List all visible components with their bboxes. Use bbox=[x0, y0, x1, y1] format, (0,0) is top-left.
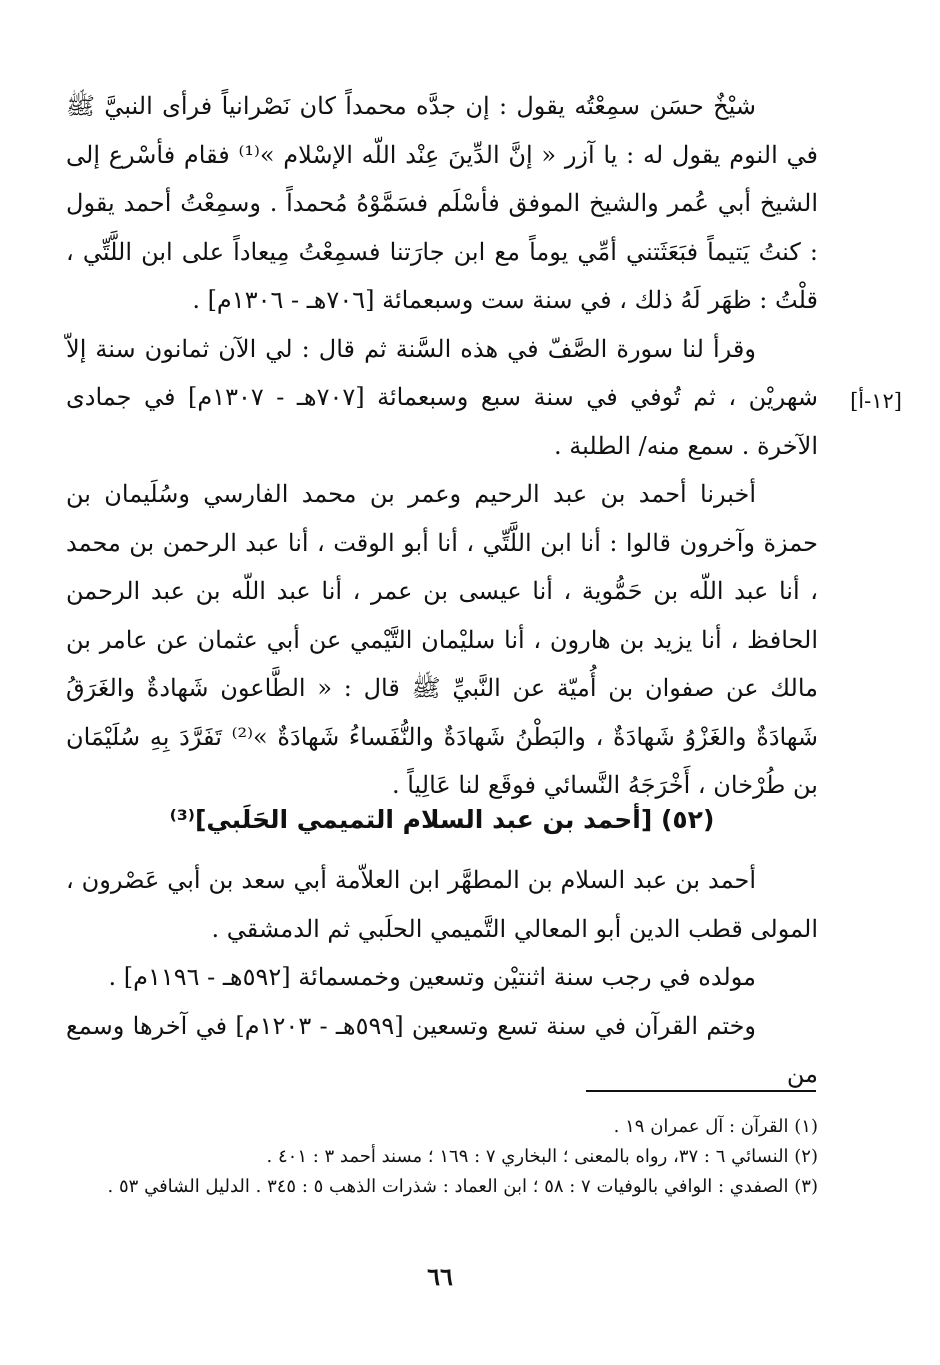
page-number: ٦٦ bbox=[427, 1262, 453, 1291]
paragraph: أحمد بن عبد السلام بن المطهَّر ابن العلاّمة أبي سعد بن أبي عَصْرون ، المولى قطب الدين أبو المعالي التَّميمي الحلَبي ثم الدمشقي . bbox=[66, 866, 818, 943]
footnote: (٢) النسائي ٦ : ٣٧، رواه بالمعنى ؛ البخاري ٧ : ١٦٩ ؛ مسند أحمد ٣ : ٤٠١ . bbox=[266, 1146, 818, 1167]
entry-heading: (٥٢) [أحمد بن عبد السلام التميمي الحَلَبي]⁽³⁾ bbox=[169, 805, 715, 834]
margin-folio-note: [١٢-أ] bbox=[850, 389, 902, 413]
footnotes bbox=[66, 1112, 818, 1202]
main-text-bottom bbox=[66, 856, 818, 1099]
footnote: (١) القرآن : آل عمران ١٩ . bbox=[613, 1116, 818, 1137]
main-text-top bbox=[66, 82, 818, 810]
paragraph: وختم القرآن في سنة تسع وتسعين [٥٩٩هـ - ١٢٠٣م] في آخرها وسمع من bbox=[66, 1011, 818, 1088]
paragraph: شيْخٌ حسَن سمِعْتُه يقول : إن جدَّه محمداً كان نَصْرانياً فرأى النبيَّ ﷺ في النوم يقول له : يا آزر « إنَّ الدِّينَ عِنْد اللّه الإسْلام »⁽¹⁾ فقام فأسْرع إلى الشيخ أبي عُمر والشيخ الموفق فأسْلَم فسَمَّوْهُ مُحمداً . وسمِعْتُ أحمد يقول : كنتُ يَتيماً فبَعَثَتني أمِّي يوماً مع ابن جارَتنا فسمِعْتُ مِيعاداً على ابن اللَّتِّي ، قلْتُ : ظهَر لَهُ ذلك ، في سنة ست وسبعمائة [٧٠٦هـ - ١٣٠٦م] . bbox=[66, 92, 818, 314]
paragraph: أخبرنا أحمد بن عبد الرحيم وعمر بن محمد الفارسي وسُلَيمان بن حمزة وآخرون قالوا : أنا ابن اللَّتِّي ، أنا أبو الوقت ، أنا عبد الرحمن بن محمد ، أنا عبد اللّه بن حَمُّوية ، أنا عيسى بن عمر ، أنا عبد اللّه بن عبد الرحمن الحافظ ، أنا يزيد بن هارون ، أنا سليْمان التَّيْمي عن أبي عثمان عن عامر بن مالك عن صفوان بن أُميّة عن النَّبيِّ ﷺ قال : « الطَّاعون شَهادةٌ والغَرَقُ شَهادَةٌ والغَزْوُ شَهادَةٌ ، والبَطْنُ شَهادَةٌ والنُّفَساءُ شَهادَةٌ »⁽²⁾ تَفَرَّدَ بِهِ سُلَيْمَان بن طُرْخان ، أَخْرَجَهُ النَّسائي فوقَع لنا عَالِياً . bbox=[66, 480, 818, 799]
footnote: (٣) الصفدي : الوافي بالوفيات ٧ : ٥٨ ؛ ابن العماد : شذرات الذهب ٥ : ٣٤٥ . الدليل الشافي ٥٣ . bbox=[107, 1176, 818, 1197]
paragraph: وقرأ لنا سورة الصَّفّ في هذه السَّنة ثم قال : لي الآن ثمانون سنة إلاّ شهريْن ، ثم تُوفي في سنة سبع وسبعمائة [٧٠٧هـ - ١٣٠٧م] في جمادى الآخرة . سمع منه/ الطلبة . bbox=[66, 334, 818, 460]
paragraph: مولده في رجب سنة اثنتيْن وتسعين وخمسمائة [٥٩٢هـ - ١١٩٦م] . bbox=[108, 963, 756, 991]
footnote-divider bbox=[586, 1090, 816, 1092]
